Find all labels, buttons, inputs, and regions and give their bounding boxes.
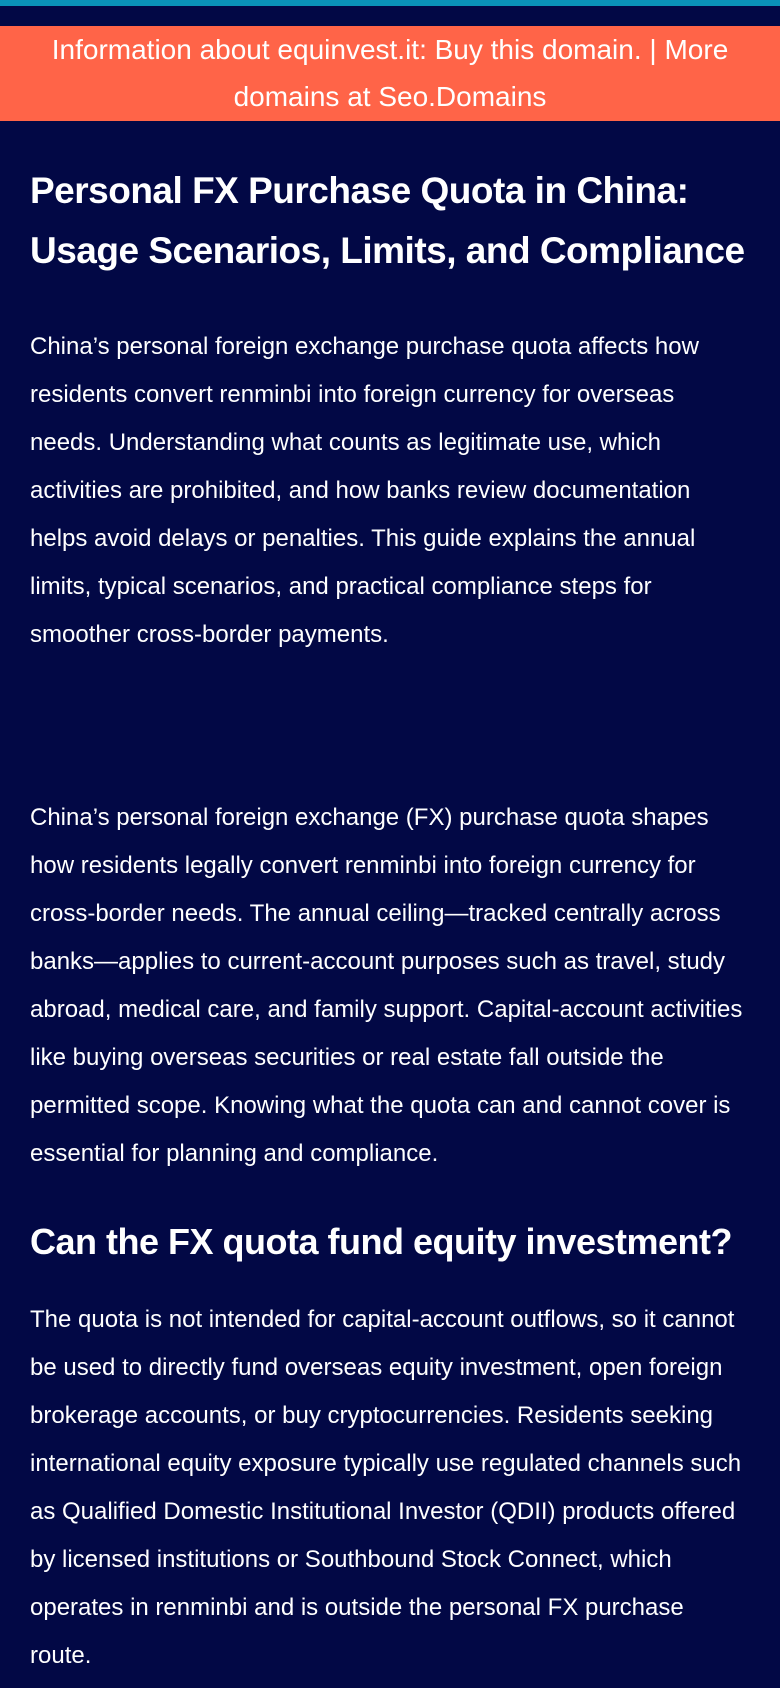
body-paragraph-1: China’s personal foreign exchange (FX) purchase quota shapes how residents legally convert renminbi into foreign currency for cross-border needs. The annual ceiling—tracked centrally across banks—applies to current-account purposes such as travel, study abroad, medical care, and family support. Capital-account activities like buying overseas securities or real estate fall outside the permitted scope. Knowing what the quota can and cannot cover is essential for planning and compliance. bbox=[30, 804, 743, 1167]
content-spacer bbox=[30, 659, 750, 794]
body-paragraph-2: The quota is not intended for capital-account outflows, so it cannot be used to directly fund overseas equity investment, open foreign brokerage accounts, or buy cryptocurrencies. Residents seeking international equity exposure typically use regulated channels such as Qualified Domestic Institutional Investor (QDII) products offered by licensed institutions or Southbound Stock Connect, which operates in renminbi and is outside the personal FX purchase route. bbox=[30, 1306, 742, 1669]
section-heading: Can the FX quota fund equity investment? bbox=[30, 1221, 733, 1262]
banner-separator: | bbox=[649, 34, 657, 65]
intro-paragraph: China’s personal foreign exchange purchase quota affects how residents convert renminbi into foreign currency for overseas needs. Understanding what counts as legitimate use, which activities are prohibited, and how banks review documentation helps avoid delays or penalties. This guide explains the annual limits, typical scenarios, and practical compliance steps for smoother cross-border payments. bbox=[30, 333, 699, 648]
buy-domain-link[interactable]: Information about equinvest.it: Buy this domain. bbox=[51, 34, 642, 65]
top-gap bbox=[0, 6, 780, 26]
more-domains-link[interactable]: More domains at Seo.Domains bbox=[233, 34, 729, 112]
article-content bbox=[0, 121, 780, 1680]
page-title: Personal FX Purchase Quota in China: Usage Scenarios, Limits, and Compliance bbox=[30, 170, 745, 271]
domain-info-banner bbox=[0, 26, 780, 121]
